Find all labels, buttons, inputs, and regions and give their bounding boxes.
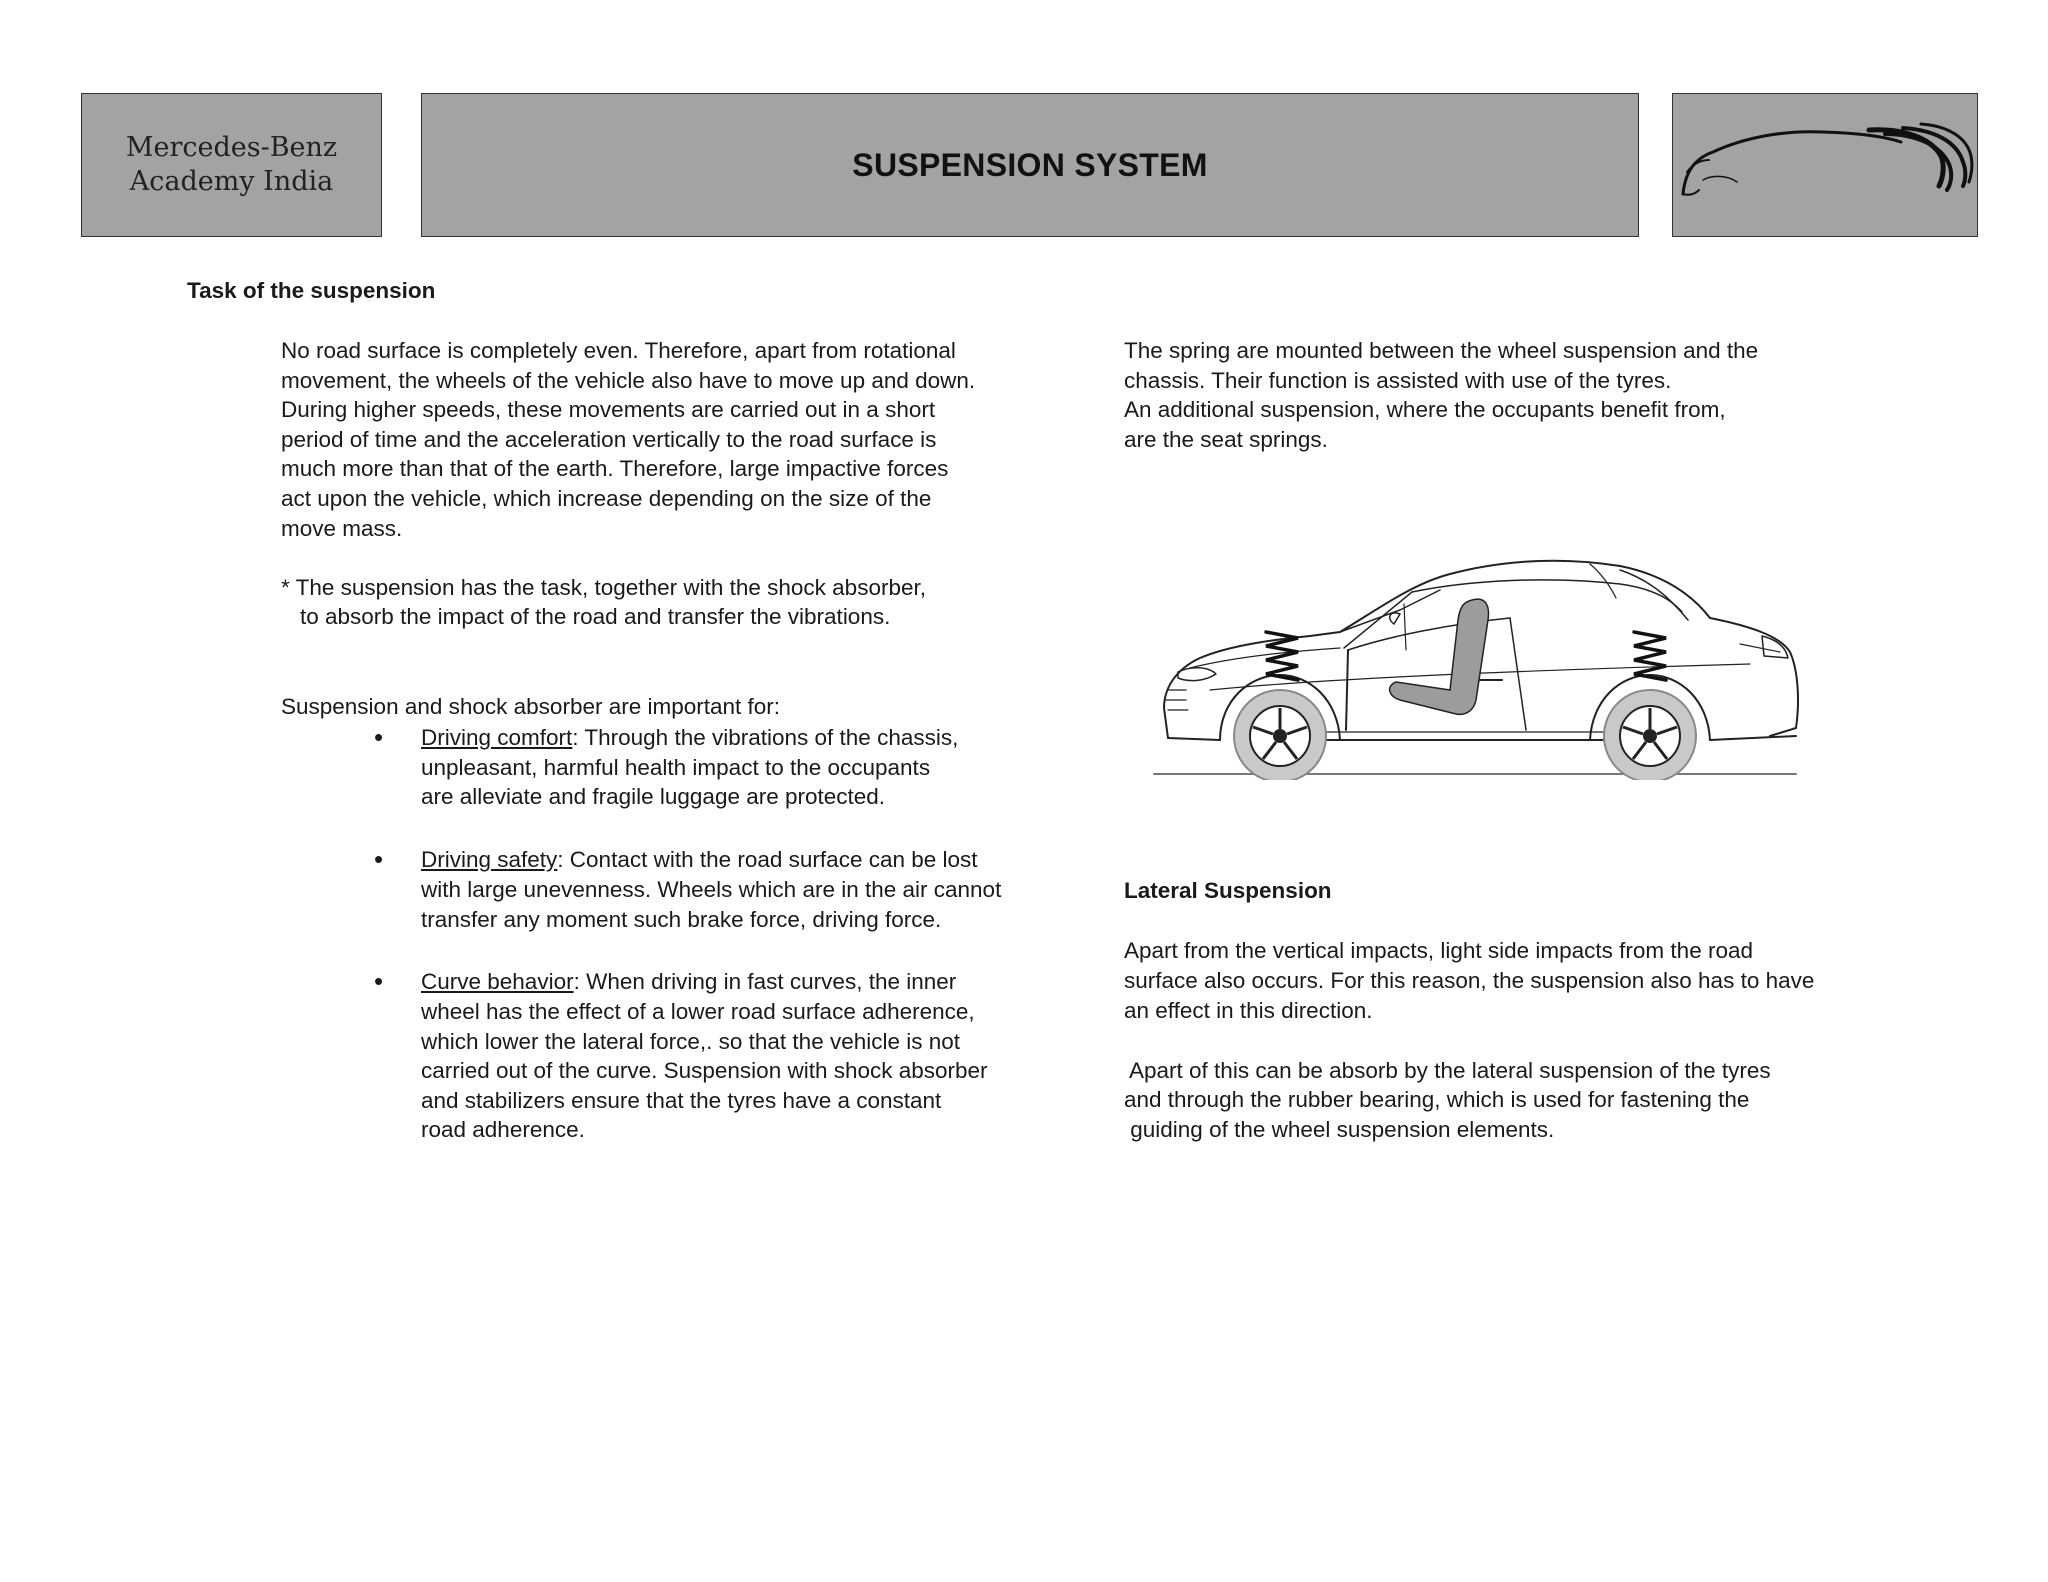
spring-line: An additional suspension, where the occupants benefit from, bbox=[1124, 397, 1726, 422]
bullet-item-curve-behavior bbox=[421, 967, 956, 997]
note-line: * The suspension has the task, together with the shock absorber, bbox=[281, 575, 926, 600]
bullet-text: : Contact with the road surface can be lost bbox=[557, 847, 978, 872]
bullet-line: transfer any moment such brake force, driving force. bbox=[421, 907, 942, 932]
intro-line: much more than that of the earth. Therefore, large impactive forces bbox=[281, 456, 949, 481]
section-heading-lateral: Lateral Suspension bbox=[1124, 878, 1332, 903]
bullet-item-driving-comfort bbox=[421, 723, 958, 753]
car-springs-illustration bbox=[1150, 540, 1810, 780]
spring-line: The spring are mounted between the wheel suspension and the bbox=[1124, 338, 1759, 363]
bullet-text: : When driving in fast curves, the inner bbox=[573, 969, 957, 994]
bullet-line: are alleviate and fragile luggage are protected. bbox=[421, 784, 886, 809]
bullet-marker: • bbox=[374, 966, 384, 996]
bullet-term: Curve behavior bbox=[421, 969, 574, 994]
lateral-line: guiding of the wheel suspension elements. bbox=[1124, 1117, 1555, 1142]
spring-line: are the seat springs. bbox=[1124, 427, 1328, 452]
intro-line: During higher speeds, these movements are carried out in a short bbox=[281, 397, 936, 422]
bullet-line: unpleasant, harmful health impact to the occupants bbox=[421, 755, 931, 780]
logo-text-line2: Academy India bbox=[129, 166, 334, 197]
bullet-text: : Through the vibrations of the chassis, bbox=[572, 725, 959, 750]
car-logo-box bbox=[1672, 93, 1978, 237]
spring-line: chassis. Their function is assisted with use of the tyres. bbox=[1124, 368, 1672, 393]
bullet-item-driving-safety bbox=[421, 845, 978, 875]
intro-line: move mass. bbox=[281, 516, 403, 541]
page-title: SUSPENSION SYSTEM bbox=[852, 146, 1208, 183]
intro-line: No road surface is completely even. Therefore, apart from rotational bbox=[281, 338, 956, 363]
lateral-line: Apart from the vertical impacts, light side impacts from the road bbox=[1124, 938, 1753, 963]
intro-line: act upon the vehicle, which increase depending on the size of the bbox=[281, 486, 932, 511]
section-heading-task: Task of the suspension bbox=[187, 278, 436, 303]
bullet-line: and stabilizers ensure that the tyres have a constant bbox=[421, 1088, 942, 1113]
bullet-marker: • bbox=[374, 844, 384, 874]
lateral-line: and through the rubber bearing, which is used for fastening the bbox=[1124, 1087, 1750, 1112]
note-line: to absorb the impact of the road and transfer the vibrations. bbox=[300, 604, 891, 629]
lateral-line: an effect in this direction. bbox=[1124, 998, 1373, 1023]
lateral-line: surface also occurs. For this reason, the suspension also has to have bbox=[1124, 968, 1815, 993]
intro-line: movement, the wheels of the vehicle also have to move up and down. bbox=[281, 368, 976, 393]
bullet-line: road adherence. bbox=[421, 1117, 585, 1142]
car-silhouette-logo-icon bbox=[1673, 94, 1977, 236]
bullet-line: wheel has the effect of a lower road surface adherence, bbox=[421, 999, 975, 1024]
title-box bbox=[421, 93, 1639, 237]
importance-intro: Suspension and shock absorber are important for: bbox=[281, 694, 781, 719]
bullet-line: which lower the lateral force,. so that the vehicle is not bbox=[421, 1029, 961, 1054]
bullet-marker: • bbox=[374, 722, 384, 752]
bullet-term: Driving safety bbox=[421, 847, 558, 872]
lateral-line: Apart of this can be absorb by the lateral suspension of the tyres bbox=[1124, 1058, 1771, 1083]
logo-text-line1: Mercedes-Benz bbox=[125, 132, 338, 163]
bullet-line: with large unevenness. Wheels which are in the air cannot bbox=[421, 877, 1002, 902]
bullet-term: Driving comfort bbox=[421, 725, 573, 750]
intro-line: period of time and the acceleration vertically to the road surface is bbox=[281, 427, 937, 452]
academy-logo-box bbox=[81, 93, 382, 237]
bullet-line: carried out of the curve. Suspension with shock absorber bbox=[421, 1058, 988, 1083]
